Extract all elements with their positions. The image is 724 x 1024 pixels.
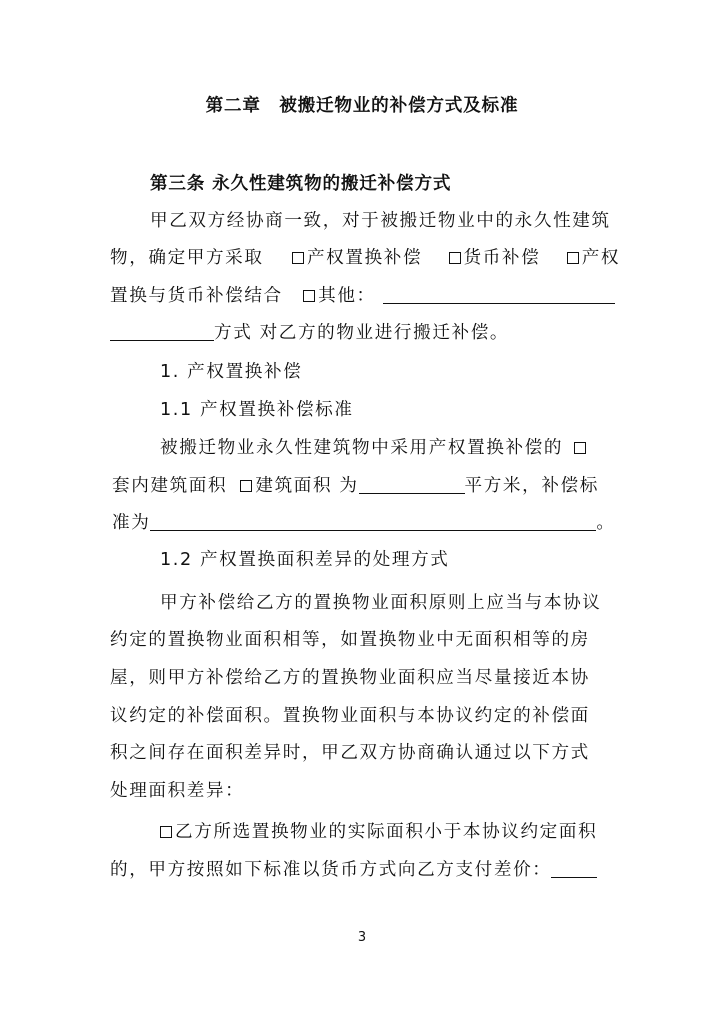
para4-line2-text: 的，甲方按照如下标准以货币方式向乙方支付差价：: [110, 860, 552, 880]
checkbox-combined[interactable]: [567, 252, 579, 264]
checkbox-other[interactable]: [303, 290, 315, 302]
option-building-area: 建筑面积: [255, 476, 333, 496]
page-number: 3: [357, 930, 367, 945]
para3-line4: 议约定的补偿面积。置换物业面积与本协议约定的补偿面: [110, 706, 590, 726]
option-combined-a: 产权: [581, 248, 621, 268]
para3-line5: 积之间存在面积差异时，甲乙双方协商确认通过以下方式: [110, 743, 590, 763]
item-1-1-heading: 1.1 产权置换补偿标准: [160, 400, 354, 420]
other-blank-line[interactable]: [383, 285, 615, 304]
para1-line1: 甲乙双方经协商一致，对于被搬迁物业中的永久性建筑: [150, 211, 611, 231]
para1-line2-text: 物，确定甲方采取: [110, 248, 264, 268]
para1-line4: [0, 321, 724, 345]
para1-line2: [0, 246, 724, 270]
para2-line3: [0, 511, 724, 535]
article-title: 第三条 永久性建筑物的搬迁补偿方式: [150, 174, 452, 194]
para2-line2: [0, 474, 724, 498]
price-difference-blank[interactable]: [551, 859, 597, 878]
option-inner-area: 套内建筑面积: [112, 476, 228, 496]
para2-tail-text: 平方米，补偿标: [464, 476, 599, 496]
para2-line1-text: 被搬迁物业永久性建筑物中采用产权置换补偿的: [160, 438, 564, 458]
standard-blank[interactable]: [150, 512, 596, 531]
checkbox-property-swap[interactable]: [292, 252, 304, 264]
option-other: 其他：: [318, 286, 376, 306]
para2-end: 。: [596, 513, 616, 533]
para2-mid-text: 为: [332, 476, 359, 496]
para4-line2: [0, 858, 724, 882]
para1-line3: [0, 284, 724, 308]
checkbox-inner-area[interactable]: [574, 442, 586, 454]
item-1-heading: 1. 产权置换补偿: [160, 362, 303, 382]
checkbox-cash[interactable]: [449, 252, 461, 264]
para3-line3: 屋，则甲方补偿给乙方的置换物业面积应当尽量接近本协: [110, 668, 590, 688]
other-blank-continuation[interactable]: [110, 322, 214, 341]
item-1-2-heading: 1.2 产权置换面积差异的处理方式: [160, 550, 450, 570]
option-combined-b: 置换与货币补偿结合: [110, 286, 283, 306]
para1-line4-text: 方式 对乙方的物业进行搬迁补偿。: [214, 323, 510, 343]
checkbox-building-area[interactable]: [240, 480, 252, 492]
chapter-title: 第二章 被搬迁物业的补偿方式及标准: [205, 96, 519, 116]
checkbox-smaller-area[interactable]: [160, 826, 172, 838]
para2-line1: [0, 436, 724, 460]
para4-line1-text: 乙方所选置换物业的实际面积小于本协议约定面积: [175, 822, 598, 842]
para2-line3-text: 准为: [112, 513, 151, 533]
para3-line2: 约定的置换物业面积相等，如置换物业中无面积相等的房: [110, 630, 590, 650]
para3-line1: 甲方补偿给乙方的置换物业面积原则上应当与本协议: [160, 593, 602, 613]
option-cash: 货币补偿: [463, 248, 541, 268]
area-blank[interactable]: [359, 475, 465, 494]
para4-line1: [0, 820, 724, 844]
option-property-swap: 产权置换补偿: [306, 248, 423, 268]
para3-line6: 处理面积差异：: [110, 781, 245, 801]
